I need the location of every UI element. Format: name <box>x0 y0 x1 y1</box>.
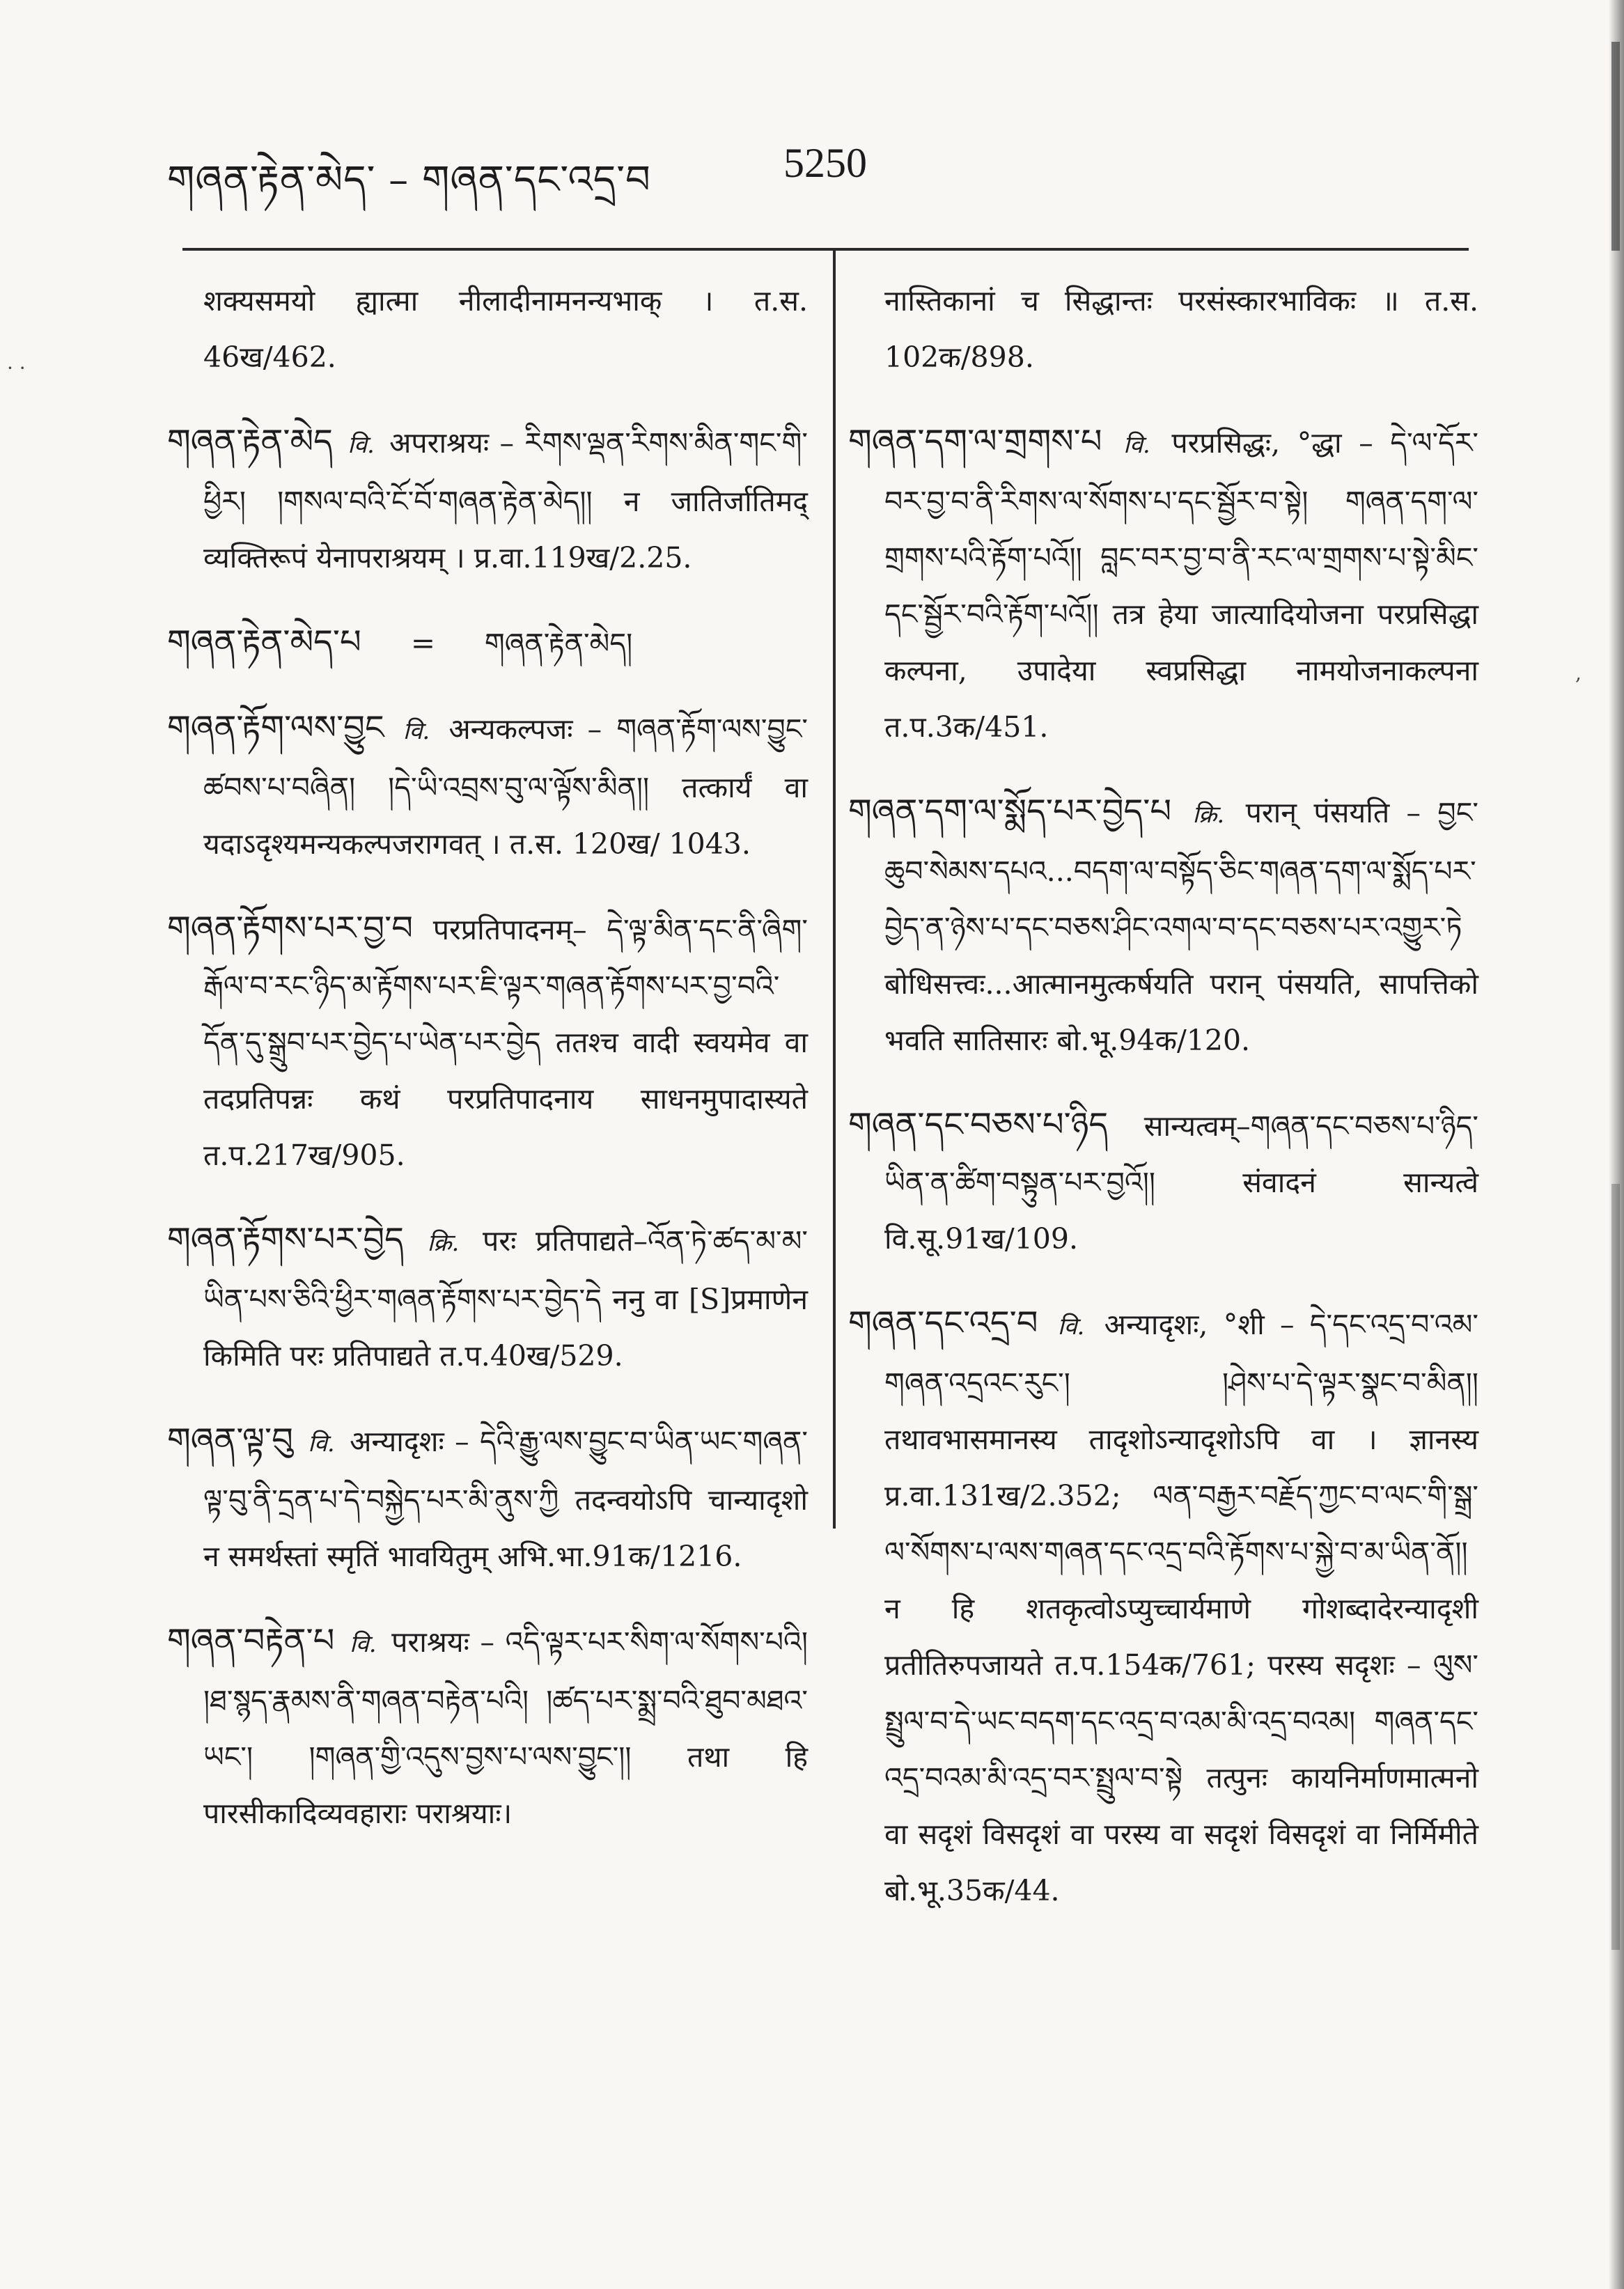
entry-headword: གཞན་བརྟེན་པ <box>167 1621 335 1660</box>
page-header <box>0 0 1624 258</box>
entry-text: परः प्रतिपाद्यते–འོན་ཏེ་ཚད་མ་མ་ཡིན་པས་ཅིའི་ཕྱིར་གཞན་རྟོགས་པར་བྱེད་དེ ननु वा [S]प्रमाणेन किमिति परः प्रतिपाद्यते त.प.40ख/529. <box>203 1224 808 1373</box>
grammar-label: क्रि. <box>1192 801 1225 829</box>
entry-text: अपराश्रयः – རིགས་ལྡན་རིགས་མིན་གང་གི་ཕྱིར། །གསལ་བའི་ངོ་བོ་གཞན་རྟེན་མེད།། न जातिर्जातिमद् व्यक्तिरूपं येनापराश्रयम् । प्र.वा.119ख/2.25. <box>203 426 808 575</box>
grammar-label: वि. <box>348 431 375 459</box>
grammar-label: वि. <box>308 1430 335 1458</box>
entry-text: परान् पंसयति – བྱང་ཆུབ་སེམས་དཔའ...བདག་ལ་བསྟོད་ཅིང་གཞན་དག་ལ་སྨོད་པར་བྱེད་ན་ཉེས་པ་དང་བཅས་ཤིང་འགལ་བ་དང་བཅས་པར་འགྱུར་ཏེ बोधिसत्त्वः...आत्मानमुत्कर्षयति परान् पंसयति, सापत्तिको भवति सातिसारः बो.भू.94क/120. <box>884 796 1478 1057</box>
entry-headword: གཞན་རྟོགས་པར་བྱ་བ <box>167 909 413 948</box>
column-divider <box>833 251 836 1529</box>
dictionary-entry <box>167 414 808 586</box>
grammar-label: वि. <box>350 1630 377 1658</box>
entry-text: अन्यकल्पजः – གཞན་རྟོག་ལས་བྱུང་ཚབས་པ་བཞིན། །དེ་ཡི་འབྲས་བུ་ལ་ལྟོས་མིན།། तत्कार्यं वा यदाऽदृश्यमन्यकल्पजरागवत् । त.स. 120ख/ 1043. <box>203 712 808 861</box>
grammar-label: वि. <box>1123 431 1150 459</box>
entry-headword: གཞན་དག་ལ་སྨོད་པར་བྱེད་པ <box>848 792 1172 831</box>
entry-continuation <box>848 273 1478 386</box>
entry-text: परप्रतिपादनम्– དེ་ལྟ་མིན་དང་ནི་ཞིག་རྒོལ་བ་རང་ཉིད་མ་རྟོགས་པར་ཇི་ལྟར་གཞན་རྟོགས་པར་བྱ་བའི་དོན་དུ་སྒྲུབ་པར་བྱེད་པ་ཡེན་པར་བྱེད ततश्च वादी स्वयमेव वा तदप्रतिपन्नः कथं परप्रतिपादनाय साधनमुपादास्यते त.प.217ख/905. <box>203 913 808 1172</box>
entry-headword: གཞན་རྟོགས་པར་བྱེད <box>167 1220 404 1259</box>
dictionary-entry <box>167 700 808 873</box>
dictionary-entry <box>848 414 1478 756</box>
entry-headword: གཞན་དང་འདྲ་བ <box>848 1304 1038 1343</box>
dictionary-entry <box>848 1097 1478 1267</box>
dictionary-entry <box>167 900 808 1184</box>
dictionary-entry <box>848 1295 1478 1919</box>
entry-text: परप्रसिद्धः, °द्धा – དེ་ལ་དོར་བར་བྱ་བ་ནི་རིགས་ལ་སོགས་པ་དང་སྦྱོར་བ་སྟེ། གཞན་དག་ལ་གྲགས་པའི་རྟོག་པའོ།། བླང་བར་བྱ་བ་ནི་རང་ལ་གྲགས་པ་སྟེ་མིང་དང་སྦྱོར་བའི་རྟོག་པའོ།། तत्र हेया जात्यादियोजना परप्रसिद्धा कल्पना, उपादेया स्वप्रसिद्धा नामयोजनाकल्पना त.प.3क/451. <box>884 426 1478 744</box>
right-column <box>848 273 1478 1947</box>
dictionary-entry <box>167 1613 808 1842</box>
running-head: གཞན་རྟེན་མེད་ – གཞན་དང་འདྲ་བ <box>167 157 651 203</box>
dictionary-entry <box>848 783 1478 1069</box>
page-number: 5250 <box>783 140 867 186</box>
dictionary-entry <box>167 1412 808 1585</box>
grammar-label: वि. <box>1057 1313 1085 1341</box>
entry-text: नास्तिकानां च सिद्धान्तः परसंस्कारभाविकः ॥ त.स. 102क/898. <box>884 284 1478 374</box>
header-rule <box>182 248 1469 251</box>
entry-text: अन्यादृशः – དེའི་རྒྱུ་ལས་བྱུང་བ་ཡིན་ཡང་གཞན་ལྟ་བུ་ནི་དྲན་པ་དེ་བསྐྱེད་པར་མི་ནུས་ཀྱི तदन्वयोऽपि चान्यादृशो न समर्थस्तां स्मृतिं भावयितुम् अभि.भा.91क/1216. <box>203 1425 808 1573</box>
margin-tick: , <box>1575 662 1582 685</box>
left-column <box>167 273 808 1870</box>
entry-headword: གཞན་རྟེན་མེད <box>167 422 333 461</box>
dictionary-entry: གཞན་རྟེན་མེད་པ = གཞན་རྟེན་མེད། <box>167 623 633 662</box>
entry-text: अन्यादृशः, °शी – དེ་དང་འདྲ་བ་འམ་གཞན་འདྲའང་རུང་། །ཤེས་པ་དེ་ལྟར་སྣང་བ་མིན།། तथावभासमानस्य तादृशोऽन्यादृशोऽपि वा । ज्ञानस्य प्र.वा.131ख/2.352; ལན་བརྒྱར་བརྗོད་ཀྱང་བ་ལང་གི་སྒྲ་ལ་སོགས་པ་ལས་གཞན་དང་འདྲ་བའི་རྟོགས་པ་སྐྱེ་བ་མ་ཡིན་ནོ།། न हि शतकृत्वोऽप्युच्चार्यमाणे गोशब्दादेरन्यादृशी प्रतीतिरुपजायते त.प.154क/761; परस्य सदृशः – ལུས་སྤྲུལ་བ་དེ་ཡང་བདག་དང་འདྲ་བ་འམ་མི་འདྲ་བའམ། གཞན་དང་འདྲ་བའམ་མི་འདྲ་བར་སྤྲུལ་བ་སྟེ तत्पुनः कायनिर्माणमात्मनो वा सदृशं विसदृशं वा परस्य वा सदृशं विसदृशं वा निर्मिमीते बो.भू.35क/44. <box>884 1308 1478 1907</box>
entry-text: सान्यत्वम्–གཞན་དང་བཅས་པ་ཉིད་ཡིན་ན་ཚིག་བསྟུན་པར་བྱའོ།། संवादनं सान्यत्वे वि.सू.91ख/109. <box>884 1109 1478 1256</box>
entry-headword: གཞན་དང་བཅས་པ་ཉིད <box>848 1105 1109 1144</box>
margin-dots: · · <box>7 357 26 380</box>
page-edge-mark <box>1611 42 1620 251</box>
entry-text: पराश्रयः – འདི་ལྟར་པར་སིག་ལ་སོགས་པའི། །ཐ་སྙད་རྣམས་ནི་གཞན་བརྟེན་པའི། །ཚད་པར་སྨྲ་བའི་ཐུབ་མཐའ་ཡང་། །གཞན་གྱི་འདུས་བྱས་པ་ལས་བྱུང་།། तथा हि पारसीकादिव्यवहाराः पराश्रयाः। <box>203 1625 808 1830</box>
entry-headword: གཞན་རྟེན་མེད་པ <box>167 623 361 662</box>
entry-headword: གཞན་ལྟ་བུ <box>167 1421 293 1460</box>
entry-text: གཞན་རྟེན་མེད། <box>484 627 633 660</box>
grammar-label: क्रि. <box>427 1229 460 1257</box>
entry-headword: གཞན་རྟོག་ལས་བྱུང <box>167 708 384 747</box>
grammar-label: वि. <box>403 717 430 745</box>
page-edge-mark <box>1611 1184 1620 1950</box>
entry-headword: གཞན་དག་ལ་གྲགས་པ <box>848 422 1102 461</box>
dictionary-entry <box>167 1212 808 1384</box>
entry-text: शक्यसमयो ह्यात्मा नीलादीनामनन्यभाक् । त.स. 46ख/462. <box>203 284 808 374</box>
entry-continuation <box>167 273 808 386</box>
